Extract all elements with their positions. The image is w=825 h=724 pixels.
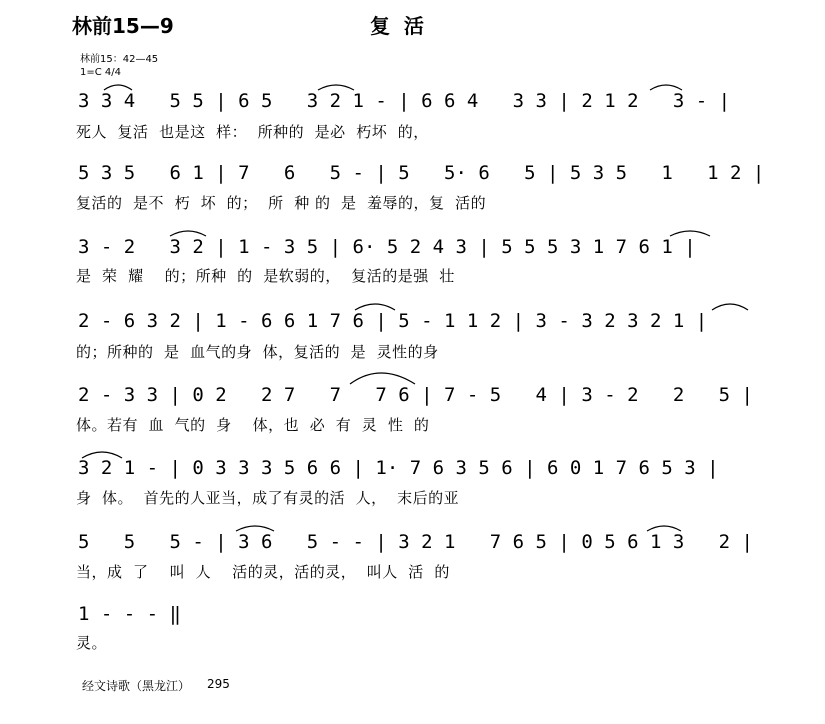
hymn-title: 复 活	[370, 14, 424, 38]
hymn-code: 林前15—9	[72, 14, 174, 38]
lyric-line: 复活的 是不 朽 坏 的； 所 种 的 是 羞辱的，复 活的	[76, 194, 487, 212]
page-number: 295	[207, 677, 230, 691]
notation-line: 2 - 6 3 2 | 1 - 6 6 1 7 6 | 5 - 1 1 2 | 3 - 3 2 3 2 1 |	[78, 310, 708, 332]
lyric-line: 身 体。 首先的人亚当，成了有灵的活 人， 末后的亚	[76, 489, 460, 507]
notation-line: 3 2 1 - | 0 3 3 3 5 6 6 | 1· 7 6 3 5 6 | 6 0 1 7 6 5 3 |	[78, 457, 719, 479]
slur-mark	[170, 231, 206, 236]
slur-mark	[104, 85, 132, 90]
lyric-line: 体。若有 血 气的 身 体，也 必 有 灵 性 的	[76, 416, 430, 434]
notation-line: 3 3 4 5 5 | 6 5 3 2 1 - | 6 6 4 3 3 | 2 1 2 3 - |	[78, 90, 731, 112]
key-signature: 1=C 4/4	[80, 67, 121, 78]
notation-line: 5 3 5 6 1 | 7 6 5 - | 5 5· 6 5 | 5 3 5 1 1 2 |	[78, 162, 765, 184]
notation-line: 1 - - - ‖	[78, 603, 181, 625]
slur-mark	[350, 373, 415, 384]
lyric-line: 是 荣 耀 的；所种 的 是软弱的， 复活的是强 壮	[76, 267, 455, 285]
lyric-line: 当，成 了 叫 人 活的灵，活的灵， 叫人 活 的	[76, 563, 450, 581]
lyric-line: 灵。	[76, 634, 108, 652]
slur-mark	[318, 85, 354, 90]
scripture-reference: 林前15：42—45	[80, 54, 159, 65]
slur-mark	[650, 85, 682, 90]
notation-line: 2 - 3 3 | 0 2 2 7 7 7 6 | 7 - 5 4 | 3 - 2 2 5 |	[78, 384, 753, 406]
lyric-line: 的；所种的 是 血气的身 体，复活的 是 灵性的身	[76, 343, 439, 361]
slur-mark	[82, 452, 122, 458]
book-name: 经文诗歌（黑龙江）	[82, 679, 191, 693]
notation-line: 3 - 2 3 2 | 1 - 3 5 | 6· 5 2 4 3 | 5 5 5 3 1 7 6 1 |	[78, 236, 696, 258]
slur-mark	[355, 304, 395, 310]
slur-mark	[670, 231, 710, 236]
slur-mark	[712, 304, 748, 310]
slur-mark	[236, 526, 274, 531]
notation-line: 5 5 5 - | 3 6 5 - - | 3 2 1 7 6 5 | 0 5 6 1 3 2 |	[78, 531, 753, 553]
slur-mark	[647, 526, 681, 531]
lyric-line: 死人 复活 也是这 样： 所种的 是必 朽坏 的，	[76, 123, 429, 141]
